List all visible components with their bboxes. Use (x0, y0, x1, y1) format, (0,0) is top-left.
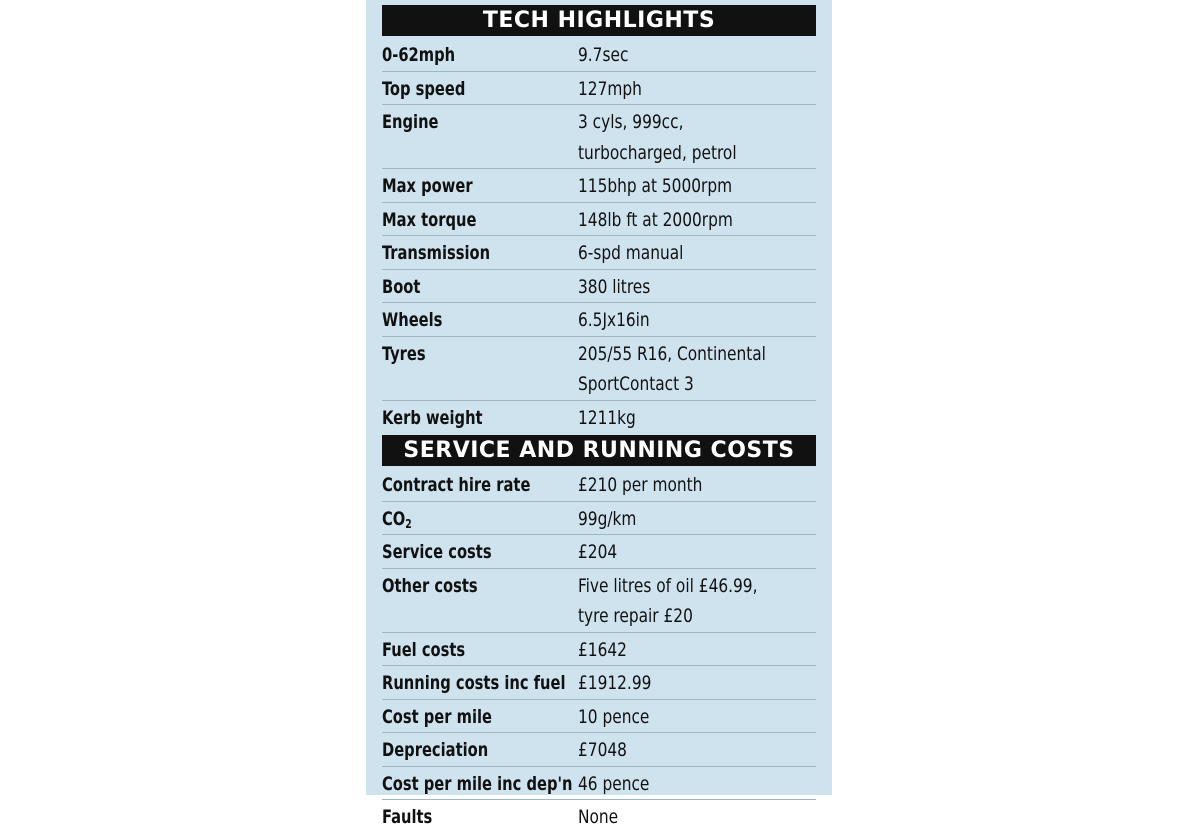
row-value-line: 9.7sec (578, 44, 629, 66)
row-value-line: 6.5Jx16in (578, 309, 650, 331)
row-label-text: Running costs inc fuel (382, 672, 566, 694)
table-row (382, 632, 816, 666)
row-value-line: £204 (578, 541, 618, 563)
row-label (382, 339, 551, 400)
row-value-line: 115bhp at 5000rpm (578, 175, 733, 197)
row-label (382, 171, 551, 202)
row-label-text: Faults (382, 806, 433, 828)
table-row (382, 71, 816, 105)
row-label (382, 403, 551, 434)
row-value-line: 6-spd manual (578, 242, 684, 264)
row-value (578, 504, 792, 535)
row-label (382, 735, 551, 766)
row-value (578, 107, 792, 168)
row-value (578, 272, 792, 303)
row-value-line: £1912.99 (578, 672, 652, 694)
row-value-line: 99g/km (578, 507, 637, 530)
row-label (382, 74, 551, 105)
row-label-text: Contract hire rate (382, 474, 531, 496)
row-label-text: Other costs (382, 574, 478, 597)
row-value (578, 769, 792, 800)
row-value (578, 205, 792, 236)
row-value (578, 735, 792, 766)
row-label (382, 238, 551, 269)
table-row (382, 568, 816, 632)
row-label (382, 305, 551, 336)
row-label-text: Boot (382, 275, 421, 298)
row-label-text: Fuel costs (382, 638, 466, 661)
row-label-subscript: 2 (405, 516, 412, 531)
tech-highlights-table (382, 38, 816, 433)
row-label-text: Tyres (382, 342, 426, 365)
row-label (382, 702, 551, 733)
table-row (382, 38, 816, 71)
table-row (382, 400, 816, 434)
table-row (382, 168, 816, 202)
row-label (382, 504, 551, 535)
row-value (578, 305, 792, 336)
table-row (382, 534, 816, 568)
spec-panel (366, 0, 832, 828)
row-value (578, 470, 792, 501)
row-value (578, 635, 792, 666)
row-value-line: 3 cyls, 999cc, (578, 111, 684, 133)
row-value (578, 40, 792, 71)
row-value-line: 205/55 R16, Continental (578, 342, 766, 365)
service-costs-table (382, 468, 816, 833)
row-value-line: None (578, 806, 619, 828)
row-value-line: 10 pence (578, 705, 650, 728)
row-label-text: Transmission (382, 242, 491, 264)
row-value-line: 127mph (578, 77, 642, 100)
table-row (382, 104, 816, 168)
table-row (382, 202, 816, 236)
row-label (382, 635, 551, 666)
row-label-text: 0-62mph (382, 44, 456, 66)
row-value (578, 171, 792, 202)
row-label-text: Top speed (382, 77, 466, 100)
table-row (382, 468, 816, 501)
row-label (382, 40, 551, 71)
row-value (578, 339, 792, 400)
row-label (382, 802, 551, 833)
table-row (382, 302, 816, 336)
row-value (578, 238, 792, 269)
table-row (382, 732, 816, 766)
row-label (382, 272, 551, 303)
row-value-line: £210 per month (578, 474, 703, 496)
row-value-line: £7048 (578, 739, 627, 761)
row-value (578, 403, 792, 434)
row-value (578, 668, 792, 699)
row-label-text: Depreciation (382, 739, 489, 761)
row-label (382, 205, 551, 236)
row-value (578, 702, 792, 733)
row-label-text: Cost per mile inc dep'n (382, 772, 573, 795)
service-costs-header: SERVICE AND RUNNING COSTS (382, 435, 816, 466)
row-value-line: 148lb ft at 2000rpm (578, 208, 733, 231)
table-row (382, 665, 816, 699)
table-row (382, 766, 816, 800)
table-row (382, 336, 816, 400)
row-label (382, 571, 551, 632)
row-value-line: Five litres of oil £46.99, (578, 574, 758, 597)
row-label-text: Max torque (382, 208, 477, 231)
row-label-text: Kerb weight (382, 406, 483, 429)
row-value-line: 1211kg (578, 406, 636, 429)
row-value-line: 380 litres (578, 275, 651, 298)
row-label (382, 537, 551, 568)
row-value (578, 74, 792, 105)
row-label-text: CO (382, 507, 406, 530)
row-label-text: Wheels (382, 309, 443, 331)
row-label-text: Max power (382, 175, 473, 197)
row-label (382, 769, 573, 800)
table-row (382, 799, 816, 833)
row-value-line: tyre repair £20 (578, 605, 693, 627)
table-row (382, 501, 816, 535)
row-value-line: £1642 (578, 638, 627, 661)
row-label-text: Cost per mile (382, 705, 493, 728)
row-value (578, 802, 792, 833)
table-row (382, 699, 816, 733)
row-label-text: Service costs (382, 541, 492, 563)
row-label (382, 668, 566, 699)
row-value-line: turbocharged, petrol (578, 141, 737, 164)
row-label (382, 107, 551, 168)
table-row (382, 269, 816, 303)
row-value-line: 46 pence (578, 772, 650, 795)
row-label-text: Engine (382, 111, 439, 133)
row-value (578, 537, 792, 568)
row-label (382, 470, 551, 501)
tech-highlights-header: TECH HIGHLIGHTS (382, 5, 816, 36)
row-value (578, 571, 792, 632)
row-value-line: SportContact 3 (578, 373, 694, 395)
table-row (382, 235, 816, 269)
